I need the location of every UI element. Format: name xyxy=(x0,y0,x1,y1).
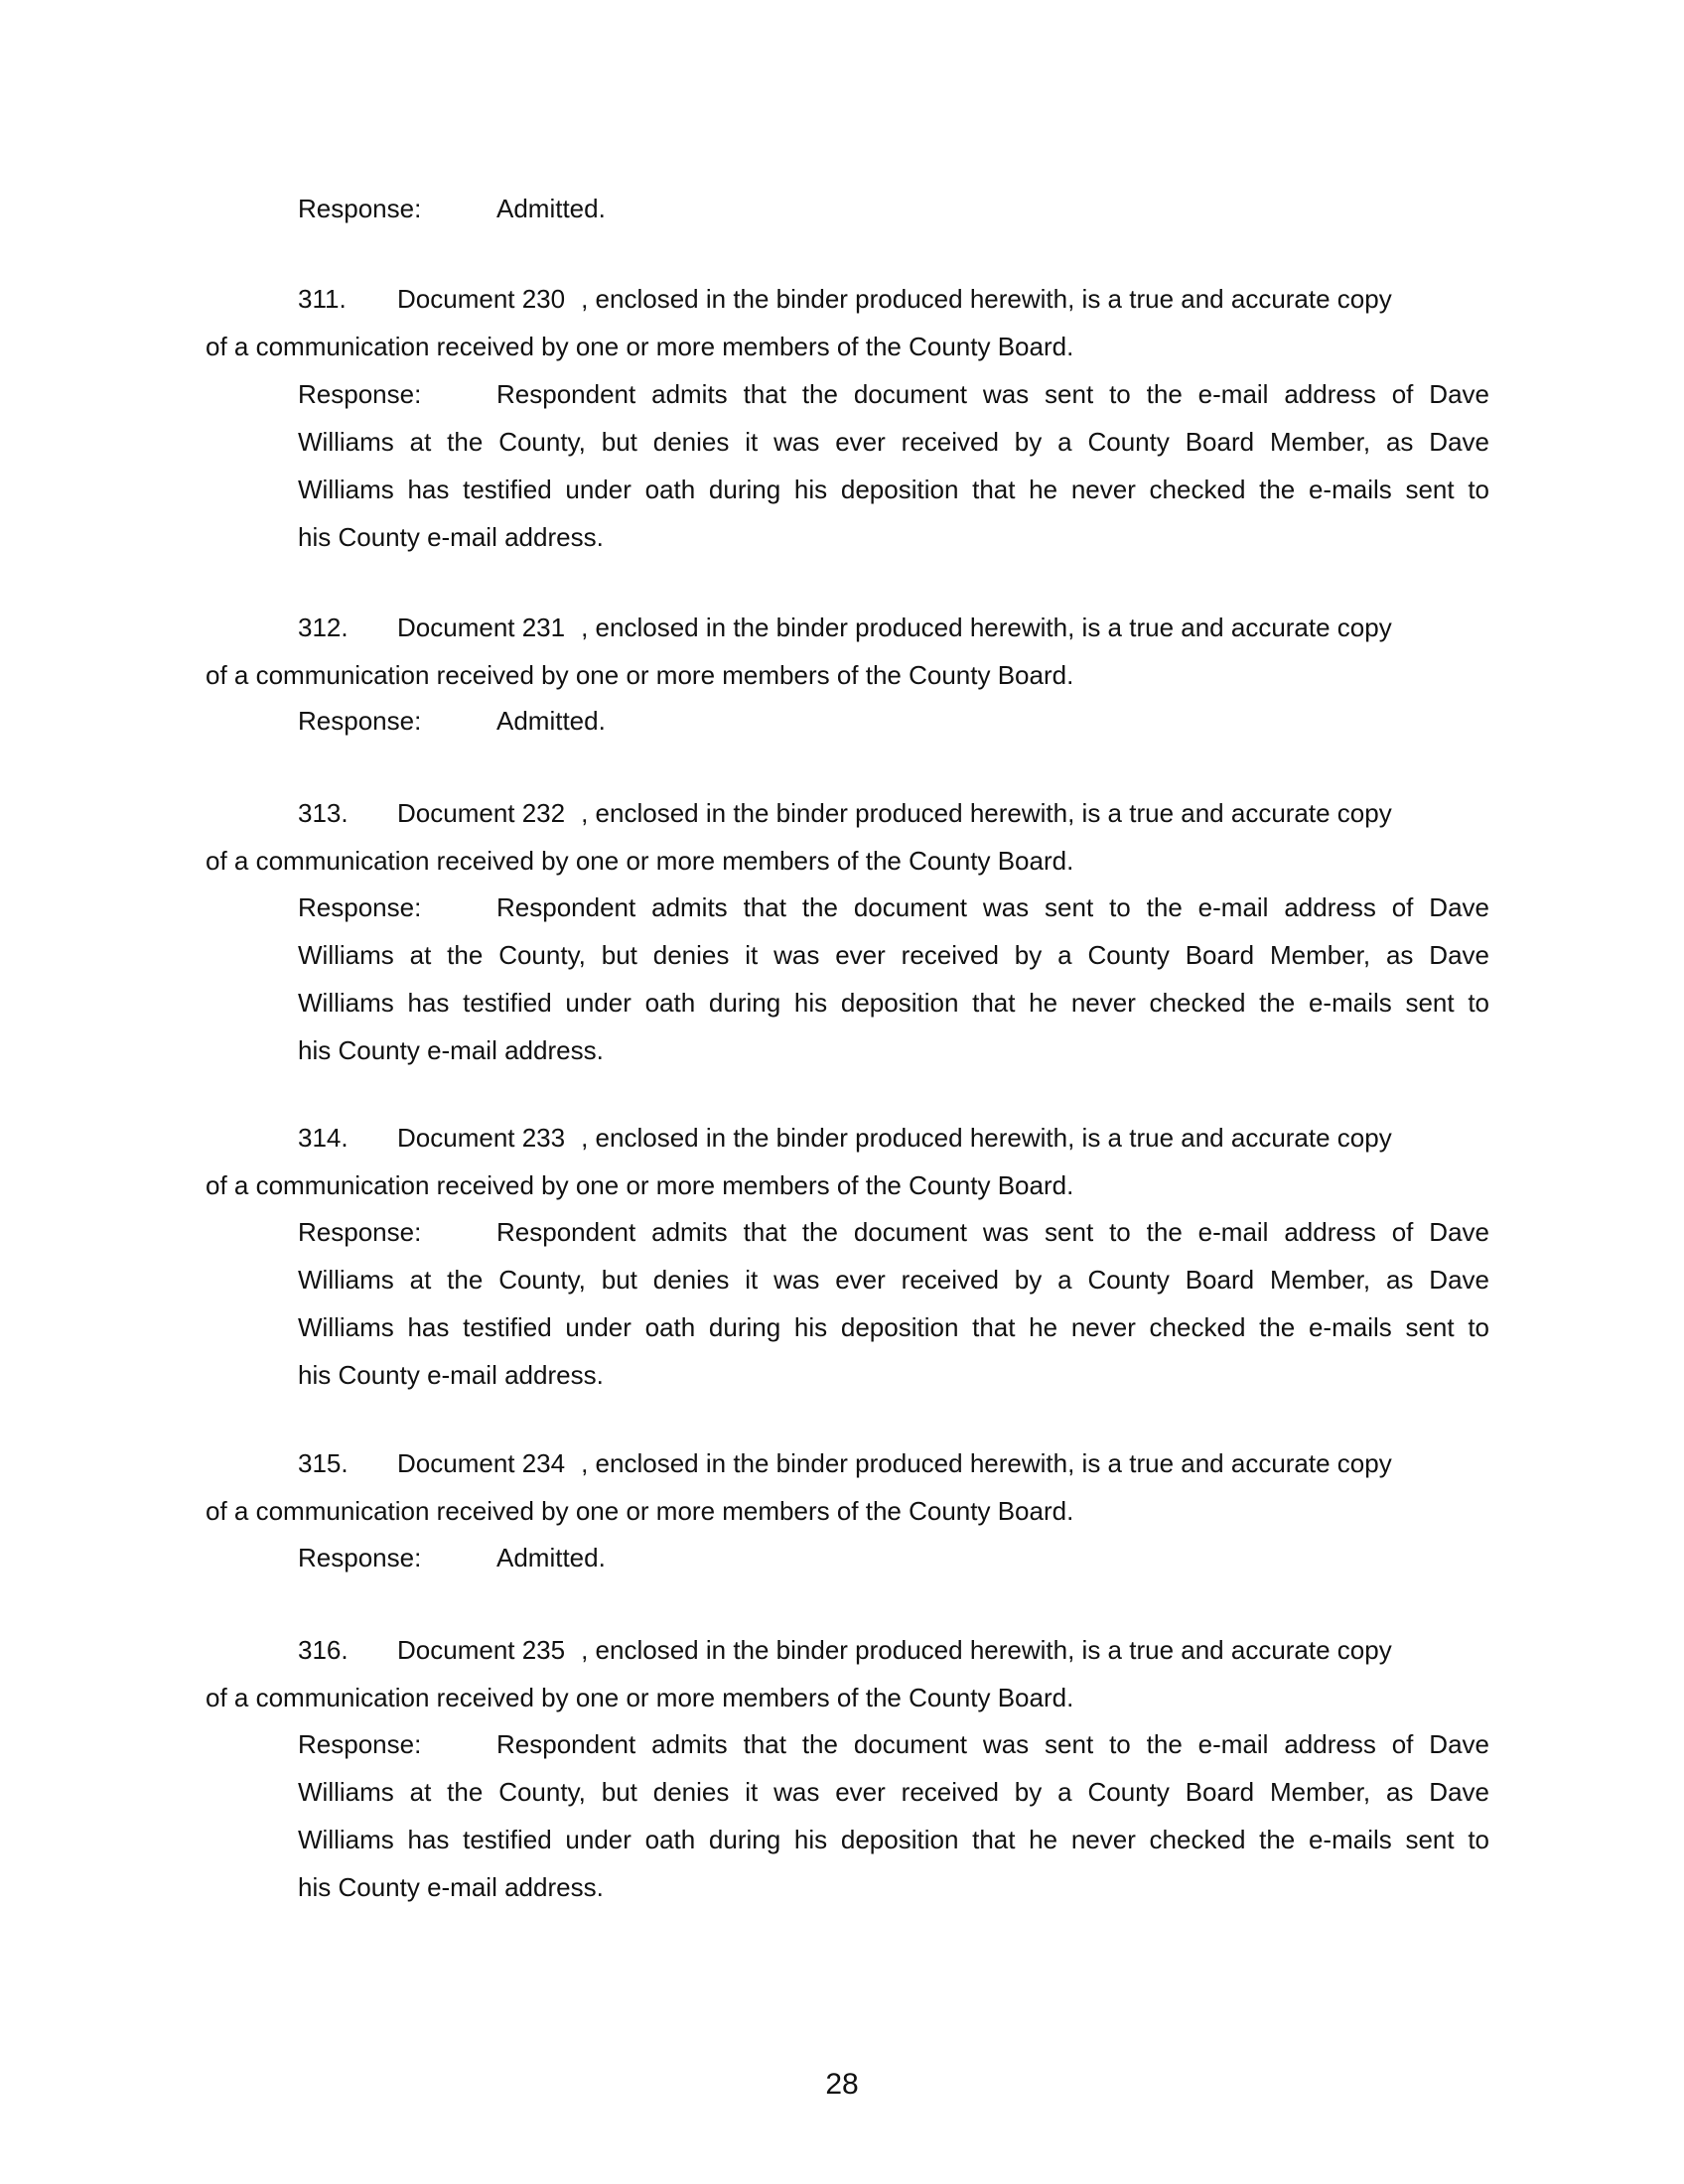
paragraph-continuation: of a communication received by one or more members of the County Board. xyxy=(206,660,1074,690)
response-text: Admitted. xyxy=(496,194,606,223)
response-312 xyxy=(298,697,1489,745)
document-reference: Document 235 xyxy=(397,1635,566,1665)
response-text-line: his County e-mail address. xyxy=(298,1035,604,1065)
response-314 xyxy=(298,1208,1489,1399)
response-311 xyxy=(298,370,1489,561)
document-reference: Document 233 xyxy=(397,1123,566,1153)
response-label: Response: xyxy=(298,892,422,922)
response-label: Response: xyxy=(298,379,422,409)
paragraph-continuation: of a communication received by one or more members of the County Board. xyxy=(206,332,1074,361)
paragraph-311 xyxy=(206,275,1489,370)
response-316 xyxy=(298,1720,1489,1911)
response-text-line: Respondent admits that the document was sent to the e-mail address of Dave xyxy=(496,1217,1489,1247)
paragraph-316 xyxy=(206,1626,1489,1721)
paragraph-text: , enclosed in the binder produced herewith, is a true and accurate copy xyxy=(581,613,1392,642)
paragraph-continuation: of a communication received by one or more members of the County Board. xyxy=(206,1170,1074,1200)
document-reference: Document 230 xyxy=(397,284,566,314)
paragraph-number: 313. xyxy=(298,798,349,828)
paragraph-text: , enclosed in the binder produced herewith, is a true and accurate copy xyxy=(581,798,1392,828)
response-text: Admitted. xyxy=(496,1543,606,1572)
paragraph-text: , enclosed in the binder produced herewith, is a true and accurate copy xyxy=(581,1123,1392,1153)
paragraph-continuation: of a communication received by one or more members of the County Board. xyxy=(206,846,1074,876)
response-text-line: his County e-mail address. xyxy=(298,1872,604,1902)
response-315 xyxy=(298,1534,1489,1581)
response-label: Response: xyxy=(298,194,422,223)
paragraph-text: , enclosed in the binder produced herewith, is a true and accurate copy xyxy=(581,284,1392,314)
response-text-line: Williams at the County, but denies it was ever received by a County Board Member, as Dave xyxy=(298,940,1489,970)
paragraph-314 xyxy=(206,1114,1489,1209)
document-reference: Document 234 xyxy=(397,1448,566,1478)
response-text-line: Williams at the County, but denies it was ever received by a County Board Member, as Dave xyxy=(298,1777,1489,1807)
paragraph-continuation: of a communication received by one or more members of the County Board. xyxy=(206,1496,1074,1526)
paragraph-312 xyxy=(206,604,1489,699)
response-text-line: Williams has testified under oath during his deposition that he never checked the e-mails sent to xyxy=(298,1312,1489,1342)
paragraph-number: 311. xyxy=(298,284,347,314)
paragraph-number: 316. xyxy=(298,1635,349,1665)
paragraph-315 xyxy=(206,1439,1489,1535)
paragraph-continuation: of a communication received by one or more members of the County Board. xyxy=(206,1683,1074,1712)
paragraph-text: , enclosed in the binder produced herewith, is a true and accurate copy xyxy=(581,1448,1392,1478)
response-label: Response: xyxy=(298,706,422,736)
response-text-line: Respondent admits that the document was sent to the e-mail address of Dave xyxy=(496,1729,1489,1759)
response-text-line: Williams at the County, but denies it was ever received by a County Board Member, as Dave xyxy=(298,427,1489,457)
response-label: Response: xyxy=(298,1729,422,1759)
top-response xyxy=(298,185,1489,232)
response-text-line: Williams has testified under oath during his deposition that he never checked the e-mails sent to xyxy=(298,475,1489,504)
response-text-line: Williams has testified under oath during his deposition that he never checked the e-mails sent to xyxy=(298,1825,1489,1854)
response-label: Response: xyxy=(298,1217,422,1247)
paragraph-number: 312. xyxy=(298,613,349,642)
paragraph-number: 314. xyxy=(298,1123,349,1153)
document-reference: Document 232 xyxy=(397,798,566,828)
response-text-line: Williams has testified under oath during his deposition that he never checked the e-mails sent to xyxy=(298,988,1489,1018)
response-text-line: his County e-mail address. xyxy=(298,522,604,552)
page-number: 28 xyxy=(825,2068,859,2101)
response-text-line: Williams at the County, but denies it was ever received by a County Board Member, as Dave xyxy=(298,1265,1489,1295)
paragraph-number: 315. xyxy=(298,1448,349,1478)
response-text-line: his County e-mail address. xyxy=(298,1360,604,1390)
response-text: Admitted. xyxy=(496,706,606,736)
paragraph-text: , enclosed in the binder produced herewith, is a true and accurate copy xyxy=(581,1635,1392,1665)
response-label: Response: xyxy=(298,1543,422,1572)
document-reference: Document 231 xyxy=(397,613,566,642)
response-text-line: Respondent admits that the document was sent to the e-mail address of Dave xyxy=(496,379,1489,409)
response-text-line: Respondent admits that the document was sent to the e-mail address of Dave xyxy=(496,892,1489,922)
response-313 xyxy=(298,884,1489,1074)
paragraph-313 xyxy=(206,789,1489,885)
